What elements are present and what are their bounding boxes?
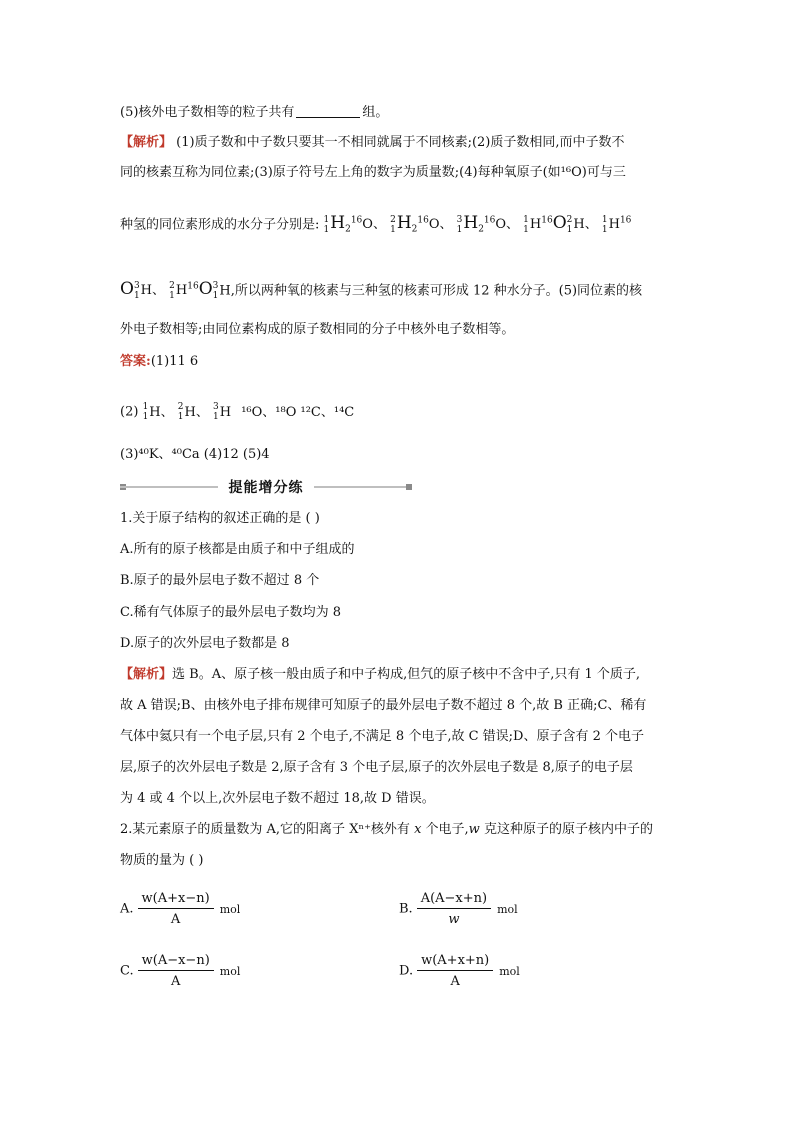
q1-option-b: B.原子的最外层电子数不超过 8 个 — [120, 573, 320, 588]
analysis1-text: H,所以两种氧的核素与三种氢的核素可形成 12 种水分子。(5)同位素的核 — [219, 283, 643, 299]
analysis2-line5: 为 4 或 4 个以上,次外层电子数不超过 18,故 D 错误。 — [120, 791, 435, 806]
option-label: A. — [120, 901, 134, 917]
q2-stem-line1 — [120, 821, 653, 839]
answer-label: 答案: — [120, 354, 151, 369]
analysis1-text: (1)质子数和中子数只要其一不相同就属于不同核素;(2)质子数相同,而中子数不 — [172, 135, 625, 150]
q2-text: 克这种原子的原子核内中子的 — [479, 822, 653, 837]
var-x: x — [414, 822, 422, 837]
answer-line2 — [120, 402, 354, 422]
q1-option-c: C.稀有气体原子的最外层电子数均为 8 — [120, 605, 342, 620]
denominator: A — [170, 912, 181, 927]
option-label: B. — [399, 901, 413, 917]
hydrogen-isotopes: 1 1 H、 2 1 H、 3 1 H — [142, 402, 236, 422]
q2-option-a — [120, 891, 240, 927]
numerator: w(A+x−n) — [138, 891, 214, 909]
var-w: w — [468, 822, 480, 837]
analysis1-line1 — [120, 134, 625, 152]
denominator: A — [450, 974, 460, 989]
analysis2-line4: 层,原子的次外层电子数是 2,原子含有 3 个电子层,原子的次外层电子数是 8,原子的电子层 — [120, 760, 633, 775]
q5-text: (5)核外电子数相等的粒子共有 — [120, 105, 295, 120]
water-molecules-formula: 1 1 $H_2^{16}O$、 2 1 $H_2^{16}O$、 3 1 $H_2^{16}O$、 1 1 $H^{16}O$ 2 1 H、 1 1 $H^{16}$ — [323, 213, 632, 235]
answer-line1 — [120, 353, 198, 371]
q5-line — [120, 104, 388, 122]
numerator: w(A+x+n) — [417, 953, 493, 971]
q2-text: 个电子, — [421, 822, 469, 837]
q1-option-d: D.原子的次外层电子数都是 8 — [120, 636, 290, 651]
analysis1-line3 — [120, 212, 631, 239]
q2-option-b — [399, 891, 518, 927]
q1-option-a: A.所有的原子核都是由质子和中子组成的 — [120, 542, 355, 557]
section-rule-right — [314, 486, 412, 488]
unit: mol — [219, 964, 241, 978]
unit: mol — [499, 964, 520, 978]
analysis-tag: 【解析】 — [120, 667, 173, 682]
answer-1: (1)11 6 — [150, 354, 199, 369]
fraction — [138, 891, 214, 927]
q2-option-d — [399, 953, 520, 989]
analysis2-line1 — [120, 666, 640, 684]
section-title: 提能增分练 — [228, 480, 304, 496]
answer-3: (3)⁴⁰K、⁴⁰Ca (4)12 (5)4 — [120, 447, 270, 462]
analysis1-text: 同的核素互称为同位素;(3)原子符号左上角的数字为质量数;(4)每种氧原子(如¹⁶O)可与三 — [120, 165, 626, 180]
unit: mol — [497, 902, 518, 916]
numerator: A(A−x+n) — [417, 891, 491, 909]
numerator: w(A−x−n) — [138, 953, 214, 971]
analysis1-text: 外电子数相等;由同位素构成的原子数相同的分子中核外电子数相等。 — [120, 322, 515, 337]
answer-2-isotopes: ¹⁶O、¹⁸O ¹²C、¹⁴C — [241, 404, 355, 420]
analysis1-line4 — [120, 278, 642, 301]
fraction — [417, 891, 491, 927]
section-rule-dot — [406, 484, 412, 490]
analysis-tag: 【解析】 — [120, 135, 173, 150]
water-molecules-formula-cont: O 3 1 H、 2 1 $H^{16}O$ 3 1 — [120, 279, 219, 301]
option-label: D. — [399, 963, 414, 979]
analysis2-line3: 气体中氦只有一个电子层,只有 2 个电子,不满足 8 个电子,故 C 错误;D、原子含有 2 个电子 — [120, 729, 645, 744]
analysis1-text: 种氢的同位素形成的水分子分别是: — [120, 217, 320, 233]
section-header — [120, 477, 412, 495]
q5-text-end: 组。 — [362, 105, 389, 120]
fraction — [138, 953, 214, 989]
q2-stem-line2: 物质的量为 ( ) — [120, 853, 204, 868]
q2-option-c — [120, 953, 240, 989]
answer-line3 — [120, 446, 270, 464]
unit: mol — [219, 902, 241, 916]
denominator: A — [171, 974, 181, 989]
fraction — [417, 953, 493, 989]
answer-blank — [296, 105, 360, 118]
option-label: C. — [120, 963, 134, 979]
denominator: w — [448, 912, 460, 927]
analysis2-line2: 故 A 错误;B、由核外电子排布规律可知原子的最外层电子数不超过 8 个,故 B 正确;C、稀有 — [120, 698, 647, 713]
analysis1-line2 — [120, 164, 626, 182]
analysis2-text: 选 B。A、原子核一般由质子和中子构成,但氕的原子核中不含中子,只有 1 个质子, — [172, 667, 641, 682]
q1-stem: 1.关于原子结构的叙述正确的是 ( ) — [120, 511, 320, 526]
q2-text: 2.某元素原子的质量数为 A,它的阳离子 Xⁿ⁺核外有 — [120, 822, 415, 837]
analysis1-line5 — [120, 321, 514, 339]
answer-2-prefix: (2) — [120, 404, 139, 420]
